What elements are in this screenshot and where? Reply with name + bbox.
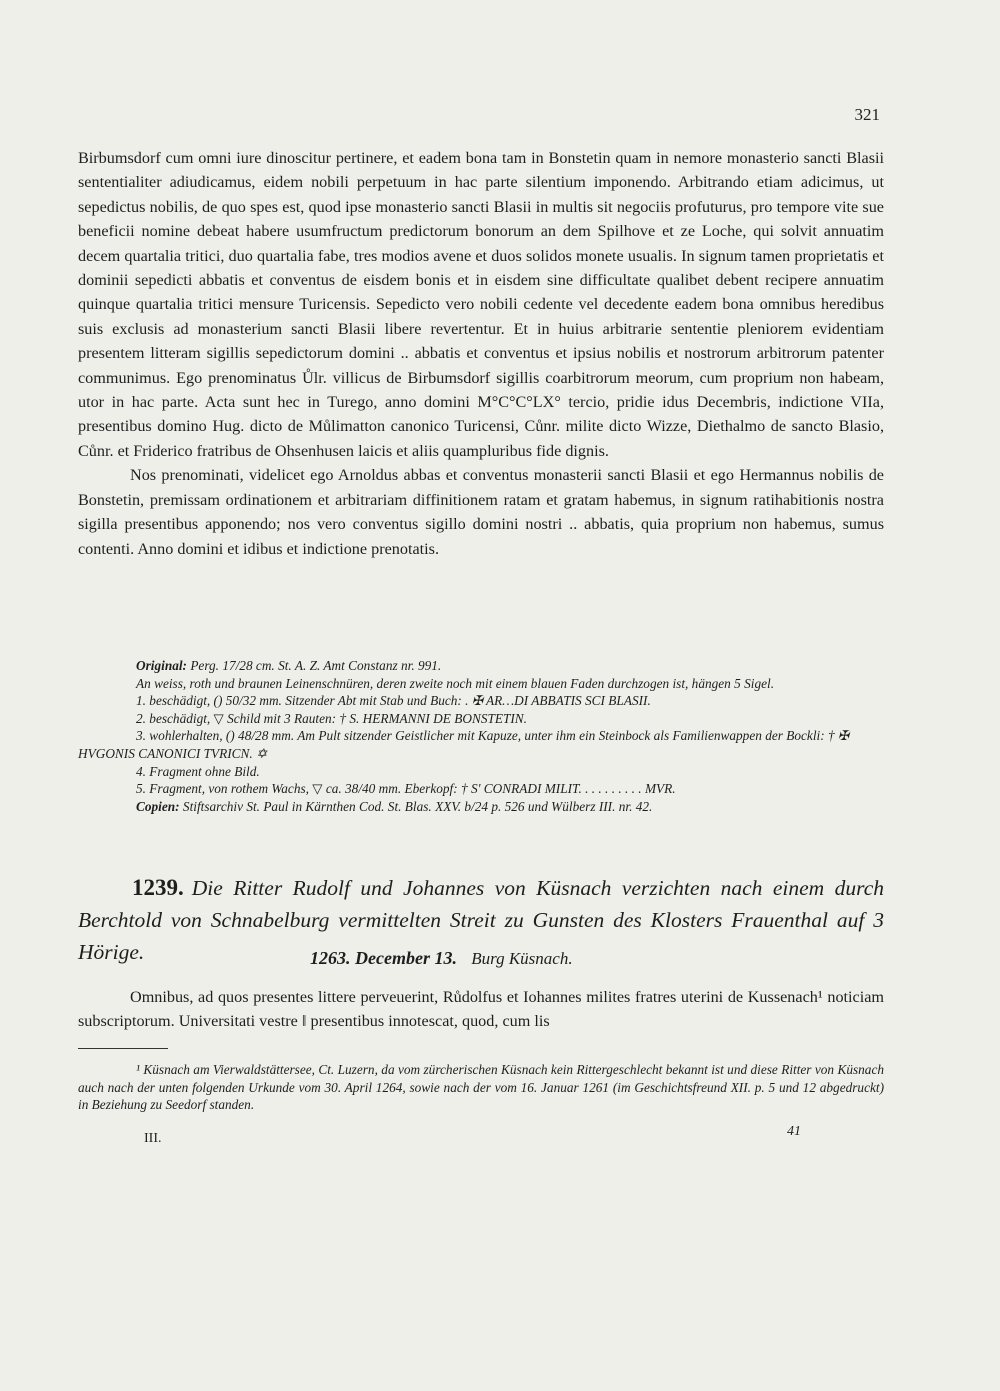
copies-label: Copien:	[136, 798, 180, 814]
original-text: Perg. 17/28 cm. St. A. Z. Amt Constanz nr. 991.	[190, 658, 442, 673]
document-date-line	[310, 948, 573, 969]
seal-note: 1. beschädigt, () 50/32 mm. Sitzender Abt mit Stab und Buch: . ✠ AR…DI ABBATIS SCI BLASII.	[136, 693, 651, 709]
footnote-text: ¹ Küsnach am Vierwaldstättersee, Ct. Luzern, da vom zürcherischen Küsnach kein Rittergeschlecht bekannt ist und diese Ritter von Küsnach auch nach der unten folgenden Urkunde vom 30. April 1264, sowie nach der vom 16. Januar 1261 (im Geschichtsfreund XII. p. 5 und 12 abgedruckt) in Beziehung zu Seedorf standen.	[78, 1062, 884, 1113]
paragraph: Omnibus, ad quos presentes littere perveuerint, Růdolfus et Iohannes milites fratres uterini de Kussenach¹ noticiam subscriptorum. Universitati vestre ‖ presentibus innotescat, quod, cum lis	[78, 988, 884, 1031]
cords-note: An weiss, roth und braunen Leinenschnüren, deren zweite noch mit einem blauen Faden durchzogen ist, hängen 5 Sigel.	[136, 675, 775, 691]
footnote-rule	[78, 1048, 168, 1049]
seal-note: 3. wohlerhalten, () 48/28 mm. Am Pult sitzender Geistlicher mit Kapuze, unter ihm ein Steinbock als Familienwappen der Bockli: † ✠ HVGONIS CANONICI TVRICN. ✡	[78, 728, 850, 761]
volume-marker: III.	[144, 1131, 162, 1146]
footnote	[78, 1061, 884, 1114]
seal-note: 5. Fragment, von rothem Wachs, ▽ ca. 38/40 mm. Eberkopf: † S' CONRADI MILIT. . . . . . . . . . MVR.	[136, 781, 676, 797]
copies-text: Stiftsarchiv St. Paul in Kärnthen Cod. St. Blas. XXV. b/24 p. 526 und Wülberz III. nr. 42.	[182, 798, 653, 814]
seal-note: 4. Fragment ohne Bild.	[136, 763, 260, 779]
document-number: 1239.	[132, 875, 184, 900]
charter-text	[78, 146, 884, 561]
seal-note: 2. beschädigt, ▽ Schild mit 3 Rauten: † S. HERMANNI DE BONSTETIN.	[136, 710, 527, 726]
document-text	[78, 985, 884, 1034]
document-title: Die Ritter Rudolf und Johannes von Küsnach verzichten nach einem durch Berchtold von Schnabelburg vermittelten Streit zu Gunsten des Klosters Frauenthal auf 3 Hörige.	[78, 876, 884, 964]
original-note	[78, 657, 884, 675]
paragraph: Nos prenominati, videlicet ego Arnoldus abbas et conventus monasterii sancti Blasii et ego Hermannus nobilis de Bonstetin, premissam ordinationem et arbitrariam diffinitionem ratam et gratam habemus, in signum ratihabitionis nostra sigilla presentibus apponendo; nos vero conventus sigillo domini nostri .. abbatis, quia proprium non habemus, sumus contenti. Anno domini et idibus et indictione prenotatis.	[78, 466, 884, 558]
copies-note	[78, 798, 884, 816]
original-label: Original:	[136, 658, 187, 673]
paragraph: Birbumsdorf cum omni iure dinoscitur pertinere, et eadem bona tam in Bonstetin quam in nemore monasterio sancti Blasii sententialiter adiudicamus, eidem nobili perpetuum in hac parte silentium imponendo. Arbitrando etiam adicimus, ut sepedictus nobilis, de quo spes est, quod ipse monasterio sancti Blasii in multis sit negociis profuturus, pro tempore vite sue beneficii nomine debeat habere usumfructum predictorum bonorum an dem Spilhove et ze Loche, qui solvit annuatim decem quartalia tritici, duo quartalia fabe, tres modios avene et duos solidos monete usualis. In signum tamen proprietatis et dominii sepedicti abbatis et conventus de eisdem bonis et in eisdem sine difficultate qualibet debent recipere annuatim quinque quartalia tritici mensure Turicensis. Sepedicto vero nobili cedente vel decedente eadem bona omnibus heredibus suis exclusis ad monasterium sancti Blasii libere revertentur. Et in huius arbitrarie sententie pleniorem evidentiam presentem litteram sigillis sepedictorum domini .. abbatis et conventus et ipsius nobilis et nostrorum arbitrorum patenter communimus. Ego prenominatus Ůlr. villicus de Birbumsdorf sigillis coarbitrorum meorum, cum proprium non habeam, utor in hac parte. Acta sunt hec in Turego, anno domini M°C°C°LX° tercio, pridie idus Decembris, indictione VIIa, presentibus domino Hug. dicto de Můlimatton canonico Turicensi, Cůnr. milite dicto Wizze, Diethalmo de sancto Blasio, Cůnr. et Friderico fratribus de Ohsenhusen laicis et aliis quampluribus fide dignis.	[78, 149, 884, 460]
signature-mark: 41	[787, 1124, 801, 1139]
document-date: 1263. December 13.	[310, 948, 457, 968]
document-place: Burg Küsnach.	[471, 949, 573, 968]
page-number: 321	[854, 105, 880, 124]
apparatus-notes	[78, 657, 884, 815]
